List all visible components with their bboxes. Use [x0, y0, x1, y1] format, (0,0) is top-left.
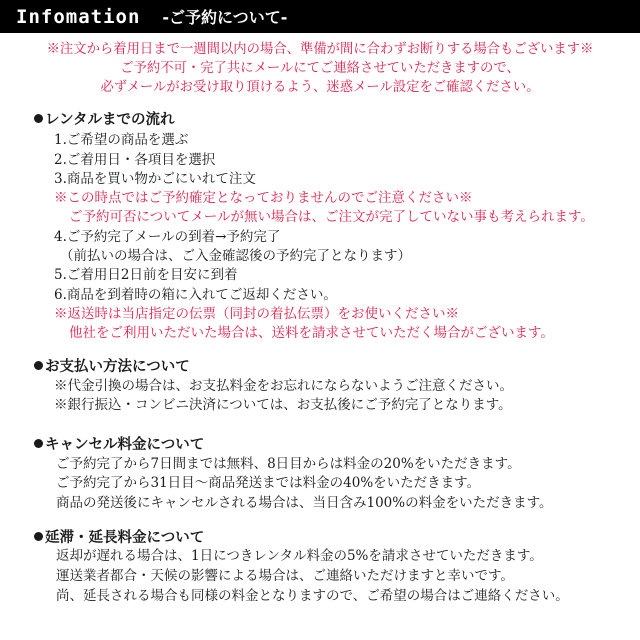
bullet-icon [34, 361, 43, 370]
flow-step: 1.ご希望の商品を選ぶ [54, 132, 189, 148]
flow-step: 3.商品を買い物かごにいれて注文 [54, 171, 256, 187]
notice-block [0, 40, 640, 97]
flow-step: 6.商品を到着時の箱に入れてご返却ください。 [54, 287, 337, 303]
cancel-line: ご予約完了から31日目～商品発送までは料金の40%をいただきます。 [56, 475, 481, 491]
flow-warning: ※この時点ではご予約確定となっておりませんのでご注意ください※ [54, 190, 473, 206]
section-heading-cancel [34, 433, 204, 454]
header-title: Infomation [16, 5, 141, 28]
bullet-icon [34, 439, 43, 448]
flow-step: 4.ご予約完了メールの到着→予約完了 [54, 229, 281, 245]
header-subtitle: -ご予約について- [162, 8, 288, 27]
payment-line: ※代金引換の場合は、お支払料金をお忘れにならないようご注意ください。 [54, 378, 513, 394]
notice-line: 必ずメールがお受け取り頂けるよう、迷惑メール設定をご確認ください。 [100, 79, 540, 95]
flow-warning: ご予約可否についてメールが無い場合は、ご注文が完了していない事も考えられます。 [69, 209, 594, 225]
delay-line: 尚、延長される場合も同様の料金となりますので、ご希望の場合はご連絡ください。 [56, 588, 569, 604]
cancel-line: ご予約完了から7日間までは無料、8日目からは料金の20%をいただきます。 [56, 456, 521, 472]
bullet-icon [34, 532, 43, 541]
info-header-bar [0, 0, 640, 33]
flow-warning: ※返送時は当店指定の伝票（同封の着払伝票）をお使いください※ [54, 306, 459, 322]
section-heading-label: レンタルまでの流れ [45, 112, 175, 128]
delay-line: 返却が遅れる場合は、1日につきレンタル料金の5%を請求させていただきます。 [56, 548, 543, 564]
delay-line: 運送業者都合・天候の影響による場合は、ご連絡いただけますと幸いです。 [56, 568, 514, 584]
section-heading-flow [34, 108, 175, 129]
bullet-icon [34, 114, 43, 123]
section-heading-label: お支払い方法について [45, 359, 190, 375]
section-heading-delay [34, 526, 204, 547]
cancel-line: 商品の発送後にキャンセルされる場合は、当日含み100%の料金をいただきます。 [56, 495, 553, 511]
flow-warning: 他社をご利用いただいた場合は、送料を請求させていただく場合がございます。 [69, 325, 554, 341]
flow-step: 2.ご着用日・各項目を選択 [54, 152, 216, 168]
notice-line: ※注文から着用日まで一週間以内の場合、準備が間に合わずお断りする場合もございます※ [46, 41, 594, 57]
notice-line: ご予約不可・完了共にメールにてご連絡させていただきますので、 [120, 60, 520, 76]
section-heading-payment [34, 355, 190, 376]
section-heading-label: 延滞・延長料金について [45, 530, 205, 546]
section-heading-label: キャンセル料金について [45, 437, 205, 453]
flow-step-note: （前払いの場合は、ご入金確認後の予約完了となります） [60, 248, 411, 264]
flow-step: 5.ご着用日2日前を目安に到着 [54, 267, 238, 283]
payment-line: ※銀行振込・コンビニ決済については、お支払後にご予約完了となります。 [54, 397, 512, 413]
